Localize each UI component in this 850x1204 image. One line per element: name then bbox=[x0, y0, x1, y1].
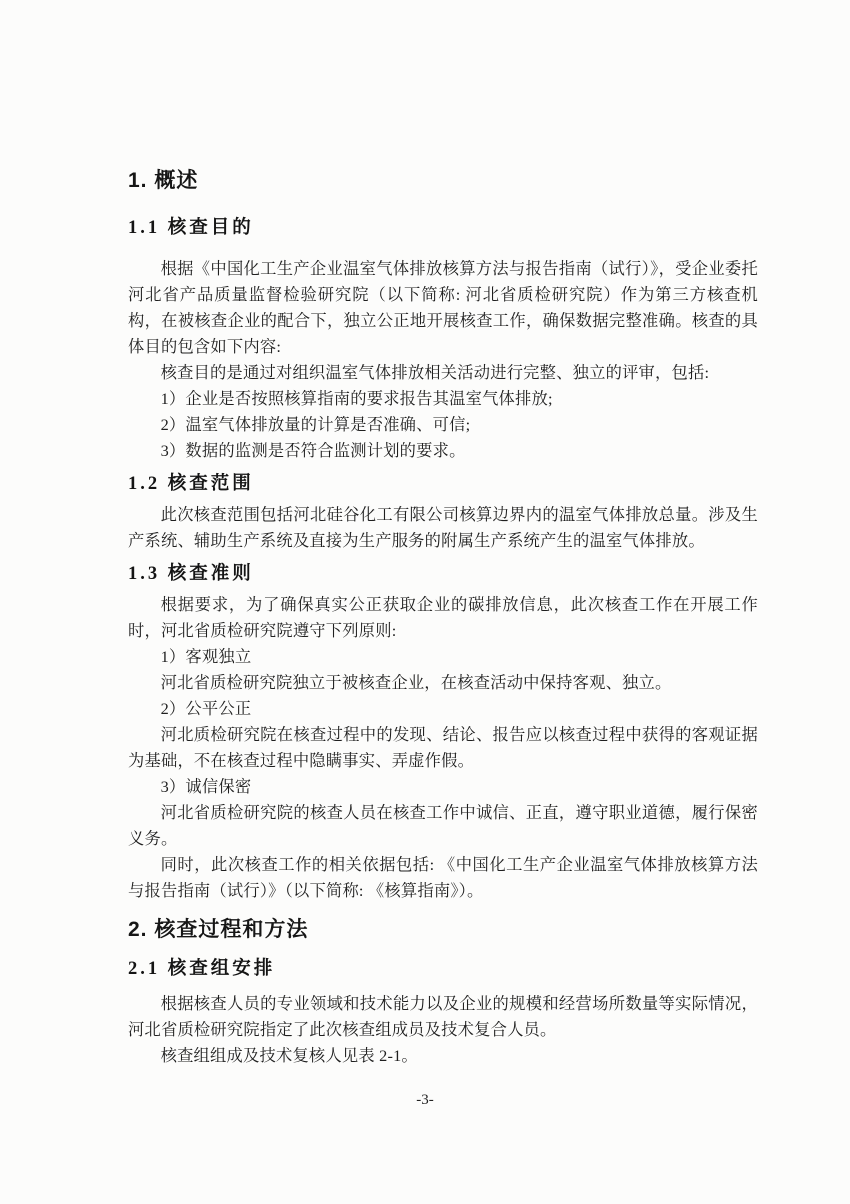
heading-overview: 1. 概述 bbox=[128, 169, 199, 192]
list-item-principle-2: 2）公平公正 bbox=[160, 699, 252, 718]
paragraph-criteria-basis: 同时，此次核查工作的相关依据包括: 《中国化工生产企业温室气体排放核算方法与报告指南（试行）》（以下简称: 《核算指南》）。 bbox=[128, 855, 758, 900]
paragraph-criteria-intro: 根据要求，为了确保真实公正获取企业的碳排放信息，此次核查工作在开展工作时，河北省质检研究院遵守下列原则: bbox=[128, 595, 758, 640]
paragraph-team-table-ref: 核查组组成及技术复核人见表 2-1。 bbox=[160, 1046, 418, 1065]
heading-process-methods: 2. 核查过程和方法 bbox=[128, 918, 309, 941]
heading-verification-criteria: 1.3 核查准则 bbox=[128, 564, 254, 584]
paragraph-purpose-intro: 根据《中国化工生产企业温室气体排放核算方法与报告指南（试行）》，受企业委托河北省产品质量监督检验研究院（以下简称: 河北省质检研究院）作为第三方核查机构，在被核查企业的配合下，独立公正地开展核查工作，确保数据完整准确。核查的具体目的包含如下内容: bbox=[128, 259, 758, 356]
heading-verification-purpose: 1.1 核查目的 bbox=[128, 218, 254, 238]
paragraph-team-intro: 根据核查人员的专业领域和技术能力以及企业的规模和经营场所数量等实际情况，河北省质检研究院指定了此次核查组成员及技术复合人员。 bbox=[128, 994, 758, 1039]
paragraph-scope: 此次核查范围包括河北硅谷化工有限公司核算边界内的温室气体排放总量。涉及生产系统、辅助生产系统及直接为生产服务的附属生产系统产生的温室气体排放。 bbox=[128, 505, 758, 550]
heading-verification-scope: 1.2 核查范围 bbox=[128, 474, 254, 494]
paragraph-principle-3-desc: 河北省质检研究院的核查人员在核查工作中诚信、正直，遵守职业道德，履行保密义务。 bbox=[128, 803, 758, 848]
paragraph-principle-2-desc: 河北质检研究院在核查过程中的发现、结论、报告应以核查过程中获得的客观证据为基础，不在核查过程中隐瞒事实、弄虚作假。 bbox=[128, 725, 758, 770]
heading-team-arrangement: 2.1 核查组安排 bbox=[128, 959, 276, 979]
list-item-principle-3: 3）诚信保密 bbox=[160, 777, 252, 796]
list-item-purpose-2: 2）温室气体排放量的计算是否准确、可信; bbox=[160, 415, 471, 434]
document-content bbox=[128, 168, 758, 1069]
page-number: -3- bbox=[416, 1092, 434, 1108]
list-item-purpose-1: 1）企业是否按照核算指南的要求报告其温室气体排放; bbox=[160, 389, 553, 408]
paragraph-purpose-review: 核查目的是通过对组织温室气体排放相关活动进行完整、独立的评审，包括: bbox=[160, 363, 710, 382]
list-item-purpose-3: 3）数据的监测是否符合监测计划的要求。 bbox=[160, 441, 466, 460]
list-item-principle-1: 1）客观独立 bbox=[160, 647, 252, 666]
paragraph-principle-1-desc: 河北省质检研究院独立于被核查企业，在核查活动中保持客观、独立。 bbox=[160, 673, 672, 692]
